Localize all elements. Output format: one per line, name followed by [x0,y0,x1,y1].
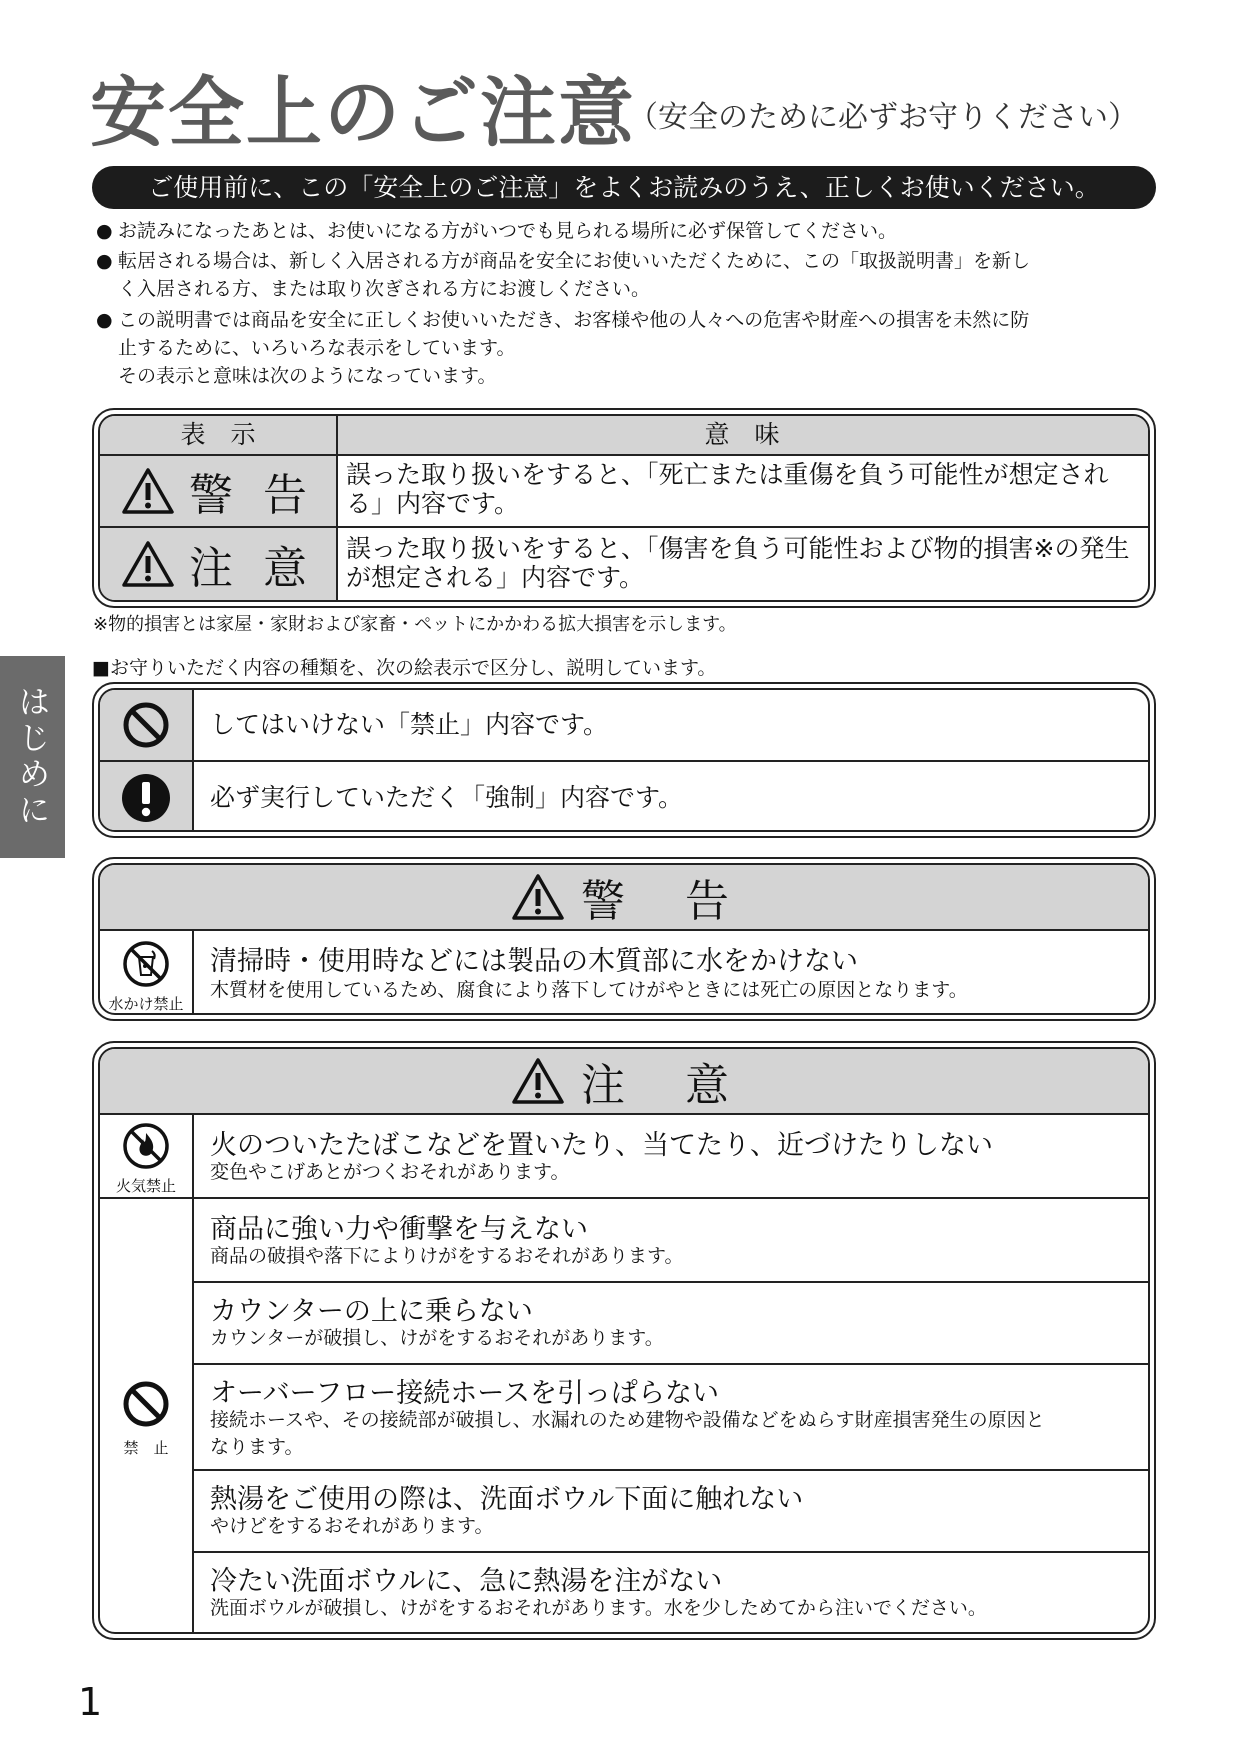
caution-item-title: 熱湯をご使用の際は、洗面ボウル下面に触れない [210,1484,804,1515]
warning-item-title: 清掃時・使用時などには製品の木質部に水をかけない [210,946,858,977]
caution-item-desc: 商品の破損や落下によりけがをするおそれがあります。 [210,1245,684,1267]
pictogram-row-mandatory-icon-cell [100,762,192,832]
legend-footnote: ※物的損害とは家屋・家財および家畜・ペットにかかわる拡大損害を示します。 [93,614,737,635]
desc-line: なります。 [210,1436,304,1458]
pictogram-row-prohibition-icon-cell [100,690,192,760]
caution-item-title: 商品に強い力や衝撃を与えない [210,1214,588,1245]
no-water-icon-cell [100,931,192,1013]
bullet-item [96,306,1156,390]
bullet-line: 転居される場合は、新しく入居される方が商品を安全にお使いいただくために、この「取扱説明書」を新し [118,250,1031,272]
no-fire-caption: 火気禁止 [115,1177,176,1195]
meaning-line: 誤った取り扱いをすると、「傷害を負う可能性および物的損害※の発生 [346,534,1130,563]
caution-section-header [100,1049,1148,1113]
meaning-line: 誤った取り扱いをすると、「死亡または重傷を負う可能性が想定され [346,460,1109,489]
bullet-item [96,217,1156,245]
page-number: 1 [78,1680,103,1724]
meaning-line: が想定される」内容です。 [346,563,645,592]
warning-label: 警 告 [189,470,315,521]
no-fire-icon [121,1121,171,1171]
warning-section-heading: 警 告 [581,876,737,927]
caution-item-title: 冷たい洗面ボウルに、急に熱湯を注がない [210,1566,723,1597]
bullet-line: 止するために、いろいろな表示をしています。 [118,337,516,359]
warning-item-desc: 木質材を使用しているため、腐食により落下してけがやときには死亡の原因となります。 [210,979,968,1001]
bullet-dot: ● [96,250,113,272]
warning-section [92,857,1156,1021]
caution-label: 注 意 [189,543,315,594]
no-water-icon [121,939,171,989]
mandatory-icon [120,772,172,824]
bullet-line: く入居される方、または取り次ぎされる方にお渡しください。 [118,278,651,300]
caution-item-desc: やけどをするおそれがあります。 [210,1515,494,1537]
no-water-caption: 水かけ禁止 [108,995,184,1013]
bullet-text [118,306,1158,390]
prohibition-icon [121,700,171,750]
caution-item-title: カウンターの上に乗らない [210,1296,533,1327]
legend-row-warning-label [100,456,336,526]
warning-section-header [100,865,1148,929]
bullet-dot: ● [96,309,113,331]
caution-item-desc: カウンターが破損し、けがをするおそれがあります。 [210,1327,664,1349]
prohibit-icon-cell [100,1199,192,1632]
legend-header-display: 表 示 [180,420,256,449]
meaning-line: る」内容です。 [346,489,520,518]
prohibition-icon [121,1379,171,1429]
pictogram-row-prohibition-text: してはいけない「禁止」内容です。 [210,710,609,739]
caution-section-heading: 注 意 [581,1060,737,1111]
warning-triangle-icon [121,467,175,515]
legend-row-warning-meaning [346,460,1142,518]
bullet-text [118,247,1158,303]
page-title: 安全上のご注意 [90,68,636,157]
desc-line: 接続ホースや、その接続部が破損し、水漏れのため建物や設備などをぬらす財産損害発生の原因と [210,1409,1045,1431]
page-subtitle: （安全のために必ずお守りください） [628,100,1138,135]
legend-header-meaning: 意 味 [704,420,780,449]
bullet-line: この説明書では商品を安全に正しくお使いいただき、お客様や他の人々への危害や財産への損害を未然に防 [118,309,1030,331]
caution-fire-title: 火のついたたばこなどを置いたり、当てたり、近づけたりしない [210,1130,993,1161]
pictogram-row-mandatory-text: 必ず実行していただく「強制」内容です。 [210,783,684,812]
pictogram-table [92,682,1156,838]
caution-item-desc [210,1407,1130,1461]
legend-table [92,408,1156,608]
caution-section [92,1041,1156,1640]
caution-fire-desc: 変色やこげあとがつくおそれがあります。 [210,1161,570,1183]
bullet-text: お読みになったあとは、お使いになる方がいつでも見られる場所に必ず保管してください。 [118,220,898,242]
side-tab-label: はじめに [13,685,52,829]
side-tab [0,656,65,858]
prohibit-caption: 禁 止 [123,1439,169,1457]
caution-item-desc: 洗面ボウルが破損し、けがをするおそれがあります。水を少しためてから注いでください。 [210,1597,987,1619]
caution-triangle-icon [121,540,175,588]
no-fire-icon-cell [100,1115,192,1197]
bullet-item [96,247,1156,303]
legend-row-caution-label [100,528,336,600]
bullet-line: その表示と意味は次のようになっています。 [118,365,497,387]
caution-item-title: オーバーフロー接続ホースを引っぱらない [210,1378,719,1409]
legend-row-caution-meaning [346,534,1142,592]
warning-triangle-icon [511,873,565,921]
notice-banner: ご使用前に、この「安全上のご注意」をよくお読みのうえ、正しくお使いください。 [92,166,1156,209]
bullet-dot: ● [96,220,113,242]
caution-triangle-icon [511,1057,565,1105]
pictogram-intro: ■お守りいただく内容の種類を、次の絵表示で区分し、説明しています。 [92,657,717,679]
